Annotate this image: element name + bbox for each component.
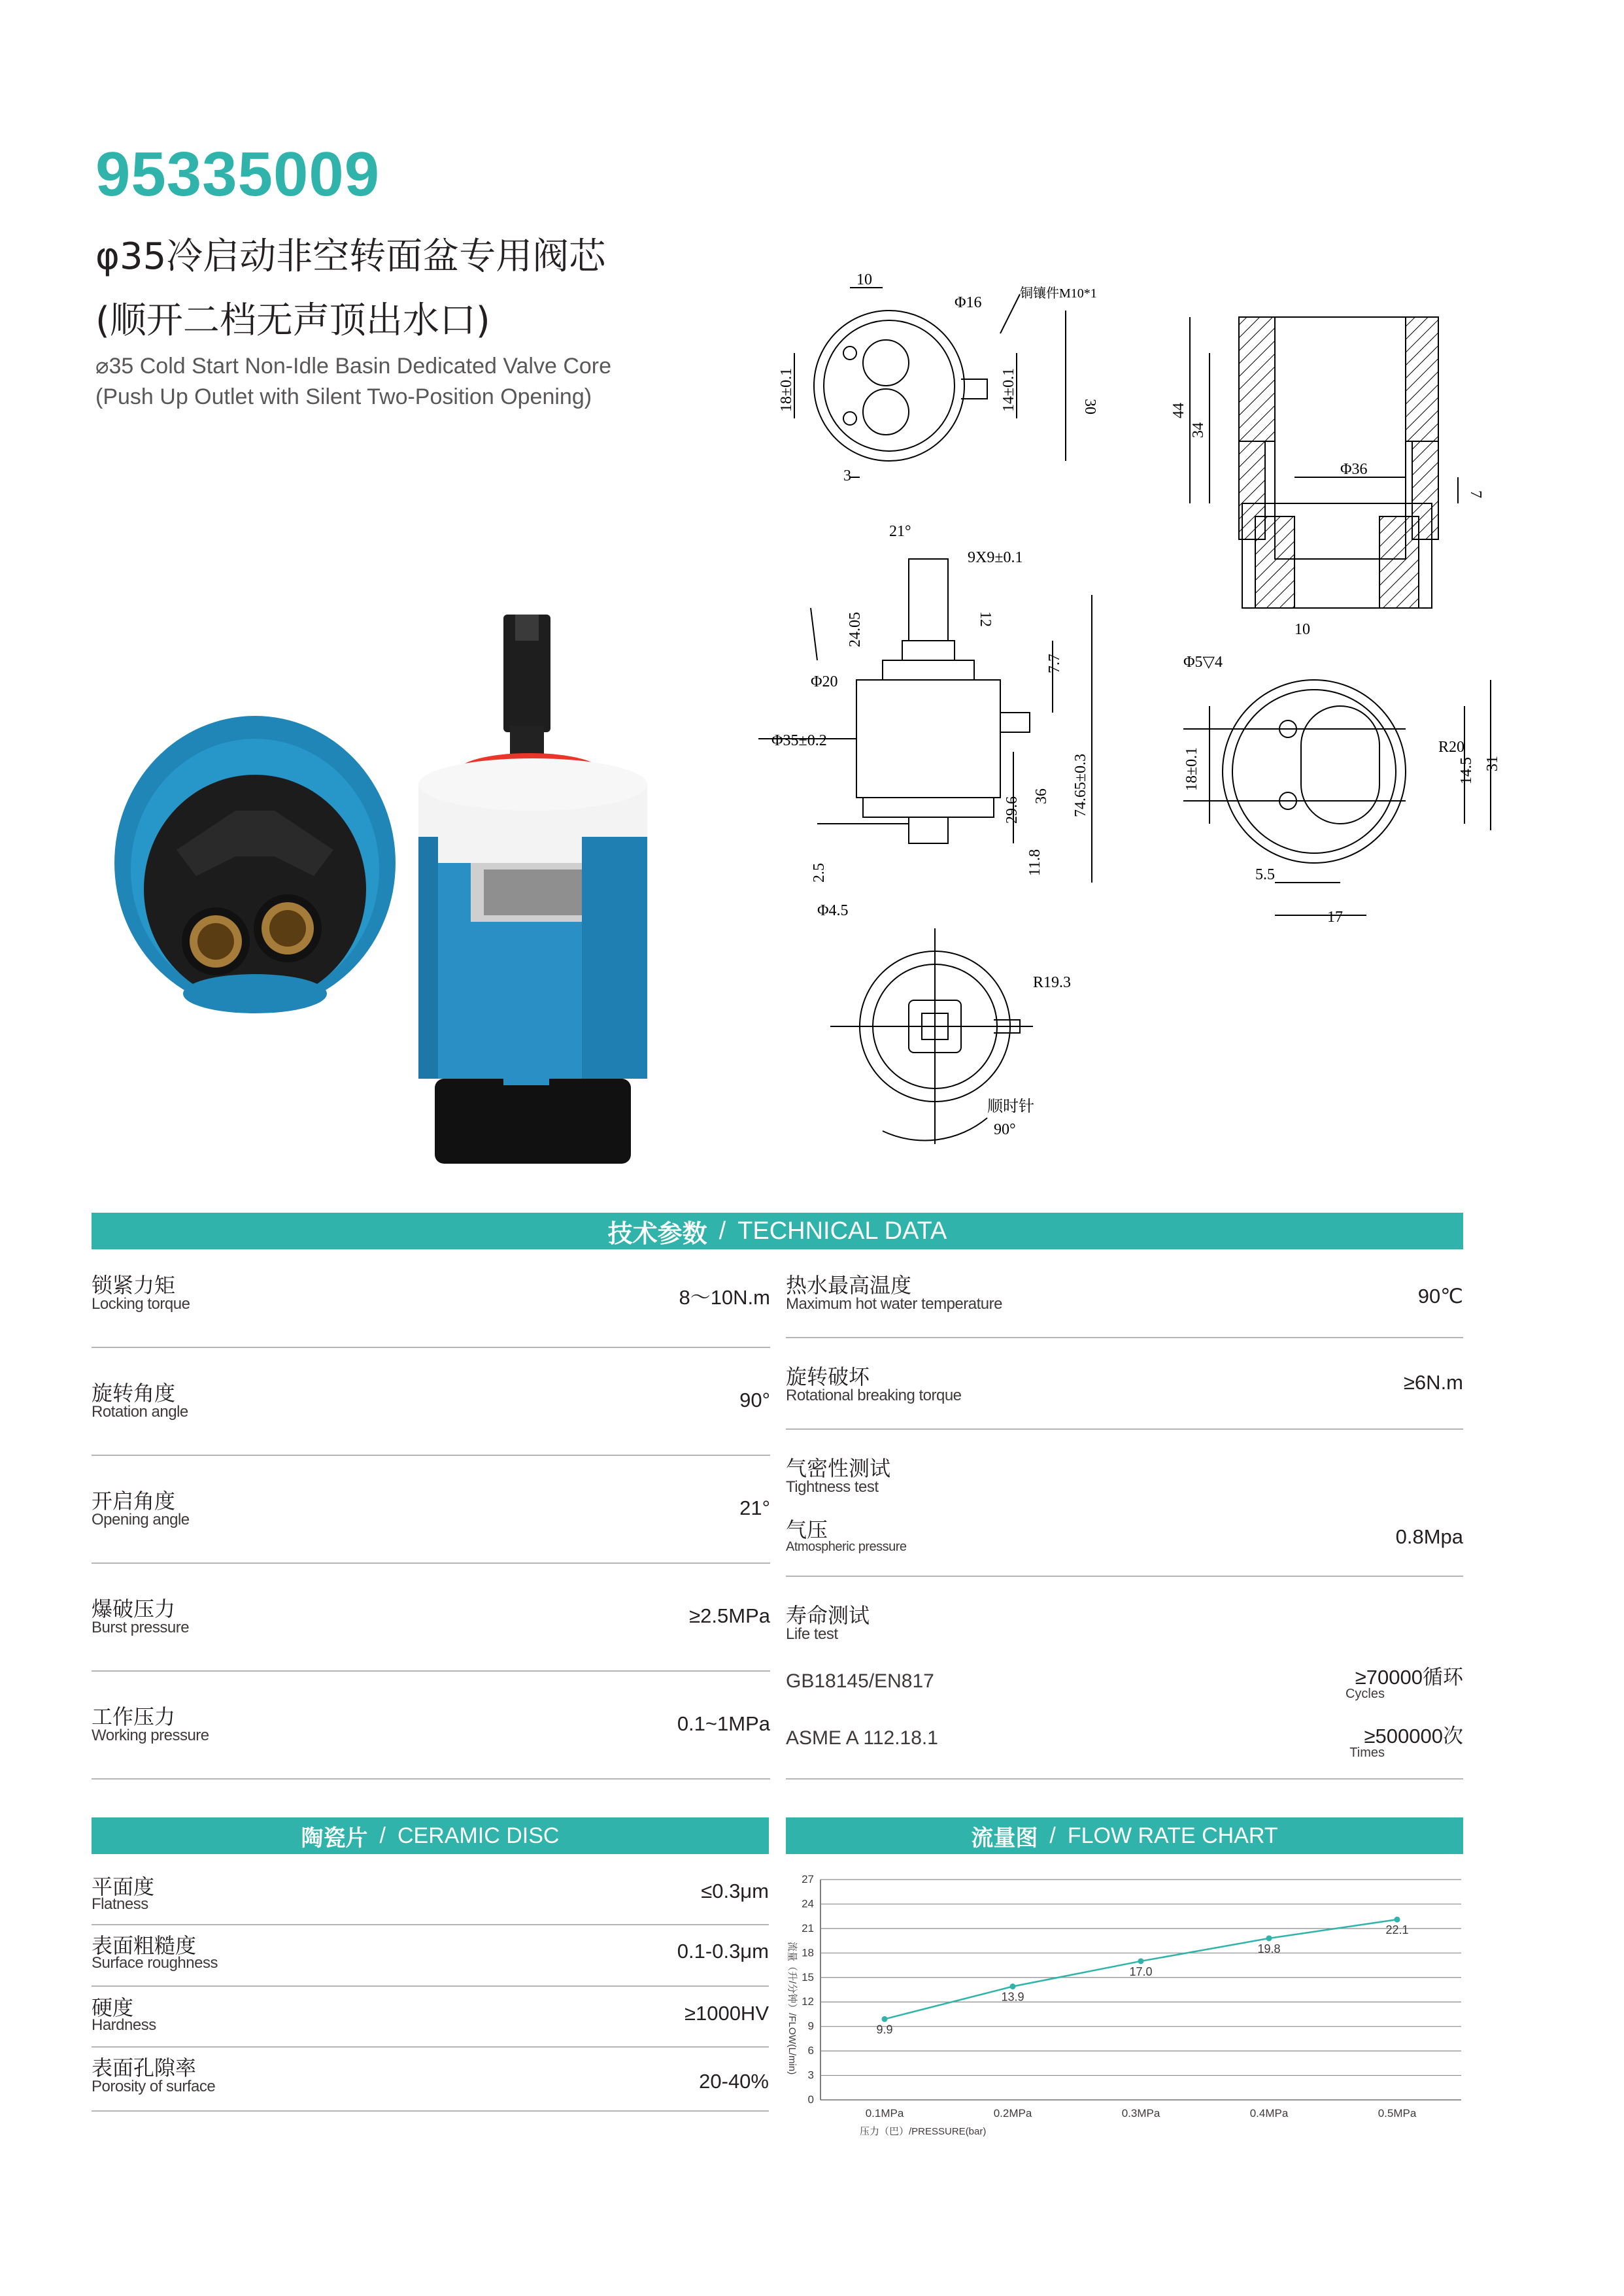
side-section-drawing <box>1190 317 1458 608</box>
chart-y-tick-label: 6 <box>807 2044 814 2057</box>
tech-label-en: Tightness test <box>786 1478 879 1496</box>
chart-data-label: 19.8 <box>1257 1942 1281 1955</box>
dim-bottom-d5: Φ5▽4 <box>1183 654 1223 671</box>
technical-header-sep: / <box>719 1217 726 1245</box>
ceramic-label-en: Porosity of surface <box>92 2078 216 2095</box>
chart-y-ticks <box>802 1873 814 2106</box>
chart-point <box>1266 1935 1272 1941</box>
technical-data-header <box>92 1213 1463 1249</box>
ceramic-header-sep: / <box>379 1823 386 1848</box>
flow-rate-chart <box>781 1863 1468 2144</box>
dim-rot-90: 90° <box>994 1121 1016 1138</box>
dim-top-insert: 铜镶件M10*1 <box>1020 286 1097 301</box>
dim-front-d35: Φ35±0.2 <box>771 732 827 749</box>
ceramic-disc-header <box>92 1817 769 1854</box>
ceramic-row-flatness <box>92 1866 769 1925</box>
life-value: ≥70000循环 <box>1355 1666 1463 1689</box>
life-value-unit: Times <box>1349 1746 1385 1760</box>
chart-y-tick-label: 27 <box>802 1873 814 1885</box>
chart-x-tick-label: 0.3MPa <box>1121 2107 1160 2119</box>
tech-label-cn: 爆破压力 <box>92 1596 176 1621</box>
tech-value: 21° <box>739 1496 770 1519</box>
chart-series <box>876 1917 1408 2036</box>
title-cn-line2: (顺开二档无声顶出水口) <box>95 299 490 342</box>
ceramic-header-cn: 陶瓷片 <box>301 1825 368 1851</box>
ceramic-value: 0.1-0.3μm <box>677 1940 769 1963</box>
dim-rot-r193: R19.3 <box>1033 974 1072 991</box>
chart-x-tick-label: 0.1MPa <box>865 2107 904 2119</box>
chart-y-tick-label: 0 <box>807 2093 814 2106</box>
chart-y-tick-label: 21 <box>802 1921 814 1934</box>
dim-front-7465: 74.65±0.3 <box>1072 753 1089 817</box>
tech-row-burst-pressure <box>92 1589 770 1672</box>
ceramic-row-porosity <box>92 2048 769 2112</box>
chart-x-tick-label: 0.5MPa <box>1378 2107 1417 2119</box>
life-standard: GB18145/EN817 <box>786 1670 934 1692</box>
dim-side-44: 44 <box>1170 403 1187 418</box>
life-value: ≥500000次 <box>1364 1725 1463 1747</box>
tech-label-en: Life test <box>786 1625 838 1643</box>
tech-row-locking-torque <box>92 1265 770 1348</box>
dim-front-d45: Φ4.5 <box>817 902 849 919</box>
title-cn-line1: φ35冷启动非空转面盆专用阀芯 <box>95 235 606 278</box>
dim-top-30: 30 <box>1081 399 1098 414</box>
tech-label-en: Locking torque <box>92 1295 190 1313</box>
dim-top-10: 10 <box>856 271 872 288</box>
ceramic-row-roughness <box>92 1925 769 1987</box>
chart-x-tick-label: 0.2MPa <box>993 2107 1032 2119</box>
chart-point <box>1395 1917 1400 1923</box>
dim-top-d16: Φ16 <box>955 294 982 311</box>
chart-x-label: 压力（巴）/PRESSURE(bar) <box>860 2126 987 2137</box>
tech-label-cn: 气密性测试 <box>786 1456 891 1481</box>
dim-front-12: 12 <box>977 611 994 627</box>
dim-front-36: 36 <box>1033 788 1050 804</box>
ceramic-label-en: Surface roughness <box>92 1954 218 1972</box>
tech-label-cn: 寿命测试 <box>786 1603 870 1628</box>
life-value-unit: Cycles <box>1345 1687 1385 1701</box>
cartridge-bottom-view <box>114 716 396 1013</box>
dim-top-3: 3 <box>843 467 851 484</box>
flow-header-en: FLOW RATE CHART <box>1067 1823 1278 1848</box>
chart-point <box>882 2016 888 2022</box>
model-number: 95335009 <box>95 139 381 209</box>
tech-sublabel-en: Atmospheric pressure <box>786 1540 907 1554</box>
ceramic-row-hardness <box>92 1987 769 2048</box>
tech-label-cn: 开启角度 <box>92 1489 176 1513</box>
front-view-drawing <box>758 559 1092 883</box>
chart-y-tick-label: 15 <box>802 1970 814 1984</box>
chart-y-tick-label: 18 <box>802 1946 814 1959</box>
chart-point <box>1138 1958 1144 1964</box>
ceramic-value: ≥1000HV <box>684 2002 769 2025</box>
chart-y-tick-label: 9 <box>807 2019 814 2033</box>
chart-data-label: 17.0 <box>1129 1965 1153 1978</box>
technical-header-cn: 技术参数 <box>607 1219 707 1248</box>
tech-label-cn: 热水最高温度 <box>786 1273 912 1298</box>
dim-bottom-18: 18±0.1 <box>1183 747 1200 791</box>
chart-y-tick-label: 3 <box>807 2068 814 2082</box>
chart-data-label: 22.1 <box>1385 1923 1409 1937</box>
chart-y-tick-label: 12 <box>802 1995 814 2008</box>
dim-front-2405: 24.05 <box>847 612 864 647</box>
ceramic-label-en: Flatness <box>92 1895 148 1913</box>
dim-bottom-r20: R20 <box>1438 739 1465 756</box>
tech-label-en: Burst pressure <box>92 1619 190 1636</box>
ceramic-label-cn: 表面孔隙率 <box>92 2055 197 2080</box>
ceramic-value: 20-40% <box>699 2070 769 2093</box>
chart-x-tick-label: 0.4MPa <box>1249 2107 1289 2119</box>
technical-header-en: TECHNICAL DATA <box>737 1217 947 1245</box>
dim-front-118: 11.8 <box>1026 849 1043 876</box>
chart-gridlines <box>820 1880 1461 2100</box>
ceramic-label-cn: 平面度 <box>92 1874 155 1899</box>
chart-data-label: 9.9 <box>876 2023 893 2036</box>
tech-row-rotation-angle <box>92 1373 770 1456</box>
flow-chart-header <box>786 1817 1463 1854</box>
cartridge-standing-view <box>418 615 647 1164</box>
tech-row-breaking-torque <box>786 1357 1463 1430</box>
dim-side-34: 34 <box>1190 422 1207 438</box>
ceramic-label-cn: 硬度 <box>92 1995 134 2020</box>
dim-top-18: 18±0.1 <box>778 367 795 412</box>
dim-front-d20: Φ20 <box>811 673 838 690</box>
chart-y-tick-label: 24 <box>802 1897 814 1910</box>
tech-value: 90° <box>739 1389 770 1411</box>
life-standard: ASME A 112.18.1 <box>786 1727 938 1749</box>
dim-bottom-17: 17 <box>1327 909 1343 926</box>
chart-data-label: 13.9 <box>1001 1990 1024 2004</box>
dim-bottom-145: 14.5 <box>1458 757 1475 785</box>
tech-value: 0.1~1MPa <box>677 1712 770 1735</box>
dim-front-21deg: 21° <box>889 523 911 540</box>
tech-label-en: Opening angle <box>92 1511 190 1528</box>
flow-header-sep: / <box>1049 1823 1056 1848</box>
tech-label-en: Rotation angle <box>92 1403 188 1421</box>
dim-top-14: 14±0.1 <box>1000 367 1017 412</box>
dim-rot-clockwise: 顺时针 <box>987 1098 1034 1115</box>
dim-bottom-31: 31 <box>1484 756 1501 771</box>
tech-row-working-pressure <box>92 1697 770 1780</box>
ceramic-label-cn: 表面粗糙度 <box>92 1933 197 1958</box>
tech-value: ≥2.5MPa <box>689 1604 770 1627</box>
technical-drawings <box>752 255 1530 1170</box>
bottom-view-drawing <box>1183 680 1491 915</box>
tech-label-en: Rotational breaking torque <box>786 1387 962 1404</box>
tech-value: 0.8Mpa <box>1395 1525 1463 1548</box>
chart-point <box>1010 1984 1016 1989</box>
dim-side-7: 7 <box>1467 490 1484 498</box>
dim-front-spline: 9X9±0.1 <box>968 549 1023 566</box>
chart-x-ticks <box>866 2107 1417 2119</box>
tech-label-cn: 旋转角度 <box>92 1381 176 1406</box>
tech-row-hot-water <box>786 1265 1463 1338</box>
top-view-drawing <box>794 288 1066 477</box>
tech-row-opening-angle <box>92 1481 770 1564</box>
product-photo <box>78 575 693 1164</box>
chart-y-label: 流量（升/分钟）/FLOW(L/min) <box>787 1942 798 2075</box>
title-en-line2: (Push Up Outlet with Silent Two-Position Opening) <box>95 384 592 409</box>
tech-label-en: Working pressure <box>92 1727 209 1744</box>
flow-header-cn: 流量图 <box>971 1825 1038 1851</box>
tech-label-cn: 工作压力 <box>92 1704 176 1729</box>
ceramic-value: ≤0.3μm <box>701 1880 769 1902</box>
dim-front-296: 29.6 <box>1004 796 1021 824</box>
tech-value: 90℃ <box>1417 1285 1463 1308</box>
tech-row-life-test <box>786 1595 1463 1780</box>
tech-value: 8～10N.m <box>679 1286 770 1309</box>
tech-label-en: Maximum hot water temperature <box>786 1295 1002 1313</box>
dim-front-77: 7.7 <box>1046 654 1063 673</box>
tech-label-cn: 旋转破坏 <box>786 1364 870 1389</box>
tech-row-tightness <box>786 1448 1463 1577</box>
dim-bottom-55: 5.5 <box>1255 866 1275 883</box>
tech-label-cn: 锁紧力矩 <box>92 1273 176 1298</box>
ceramic-label-en: Hardness <box>92 2016 156 2034</box>
tech-value: ≥6N.m <box>1403 1371 1463 1394</box>
dim-front-25: 2.5 <box>811 863 828 883</box>
dim-bottom-10: 10 <box>1294 621 1310 638</box>
ceramic-header-en: CERAMIC DISC <box>397 1823 560 1848</box>
tech-sublabel-cn: 气压 <box>786 1517 828 1542</box>
dim-side-d36: Φ36 <box>1340 461 1368 478</box>
title-en-line1: ⌀35 Cold Start Non-Idle Basin Dedicated Valve Core <box>95 354 612 379</box>
